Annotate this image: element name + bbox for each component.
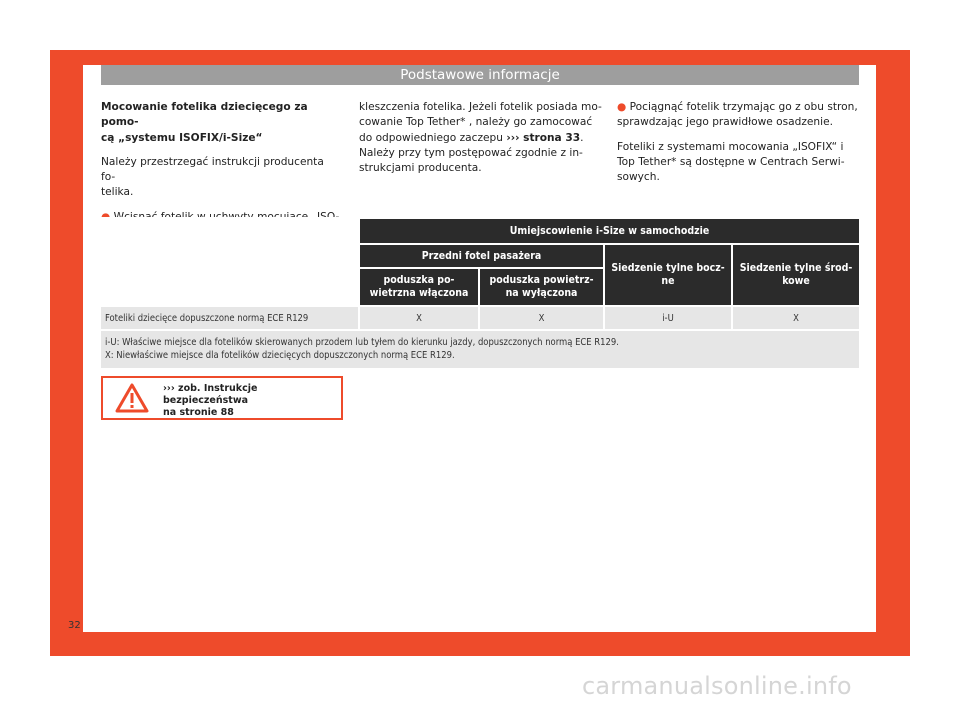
availability-line-1: Foteliki z systemami mocowania „ISOFIX“ i [617,140,844,153]
page-number: 32 [68,620,81,631]
step-2 [617,100,862,131]
intro-line-2: telika. [101,186,134,199]
warning-text [163,383,338,419]
step-2-line-2: sprawdzając jego prawidłowe osadzenie. [617,116,833,129]
row-label: Foteliki dziecięce dopuszczone normą ECE R129 [101,305,358,329]
note-x: X: Niewłaściwe miejsce dla fotelików dziecięcych dopuszczonych normą ECE R129. [105,349,455,361]
continuation-paragraph [359,100,604,176]
col2-line-5: strukcjami producenta. [359,162,482,175]
col2-line-4: Należy przy tym postępować zgodnie z in- [359,146,583,159]
availability-line-2: Top Tether* są dostępne w Centrach Serwi- [617,155,845,168]
intro-line-1: Należy przestrzegać instrukcji producenta fo- [101,155,324,184]
cell-airbag-off: X [478,305,603,329]
column-3 [617,100,862,194]
bullet-icon: ● [617,101,627,113]
col2-line-3-end: . [580,131,584,144]
column-2 [359,100,604,185]
section-heading [101,100,341,146]
page-33-link[interactable]: ››› strona 33 [506,131,581,144]
table-notes-row [101,329,859,368]
col2-line-1: kleszczenia fotelika. Jeżeli fotelik posiada mo- [359,101,602,113]
availability-paragraph [617,140,862,186]
group-header: Umiejscowienie i-Size w samochodzie [358,217,859,243]
col2-line-2: cowanie Top Tether* , należy go zamocować [359,116,593,129]
page-header: Podstawowe informacje [101,65,859,85]
warning-triangle-icon [115,383,149,413]
empty-header-cell [101,217,358,243]
cell-airbag-on: X [358,305,478,329]
table-row [101,305,859,329]
heading-line-1: Mocowanie fotelika dziecięcego za pomo- [101,101,308,129]
rear-center-seat-header: Siedzenie tylne środ-kowe [731,243,859,305]
cell-rear-center: X [731,305,859,329]
empty-header-cell [101,267,358,305]
availability-line-3: sowych. [617,171,660,184]
table-notes [101,329,859,368]
cell-rear-side: i-U [603,305,731,329]
step-2-line-1: Pociągnąć fotelik trzymając go z obu stron, [629,101,858,113]
safety-page-ref: na stronie 88 [163,407,234,418]
col2-line-3: do odpowiedniego zaczepu [359,131,507,144]
isize-position-table [101,217,859,368]
airbag-off-header: poduszka powietrz-na wyłączona [478,267,603,305]
intro-paragraph [101,155,341,201]
empty-header-cell [101,243,358,267]
rear-side-seat-header: Siedzenie tylne bocz-ne [603,243,731,305]
warning-box[interactable] [101,376,343,420]
front-seat-header: Przedni fotel pasażera [358,243,603,267]
safety-instructions-link[interactable]: ››› zob. Instrukcje bezpieczeństwa [163,383,258,406]
airbag-on-header: poduszka po-wietrzna włączona [358,267,478,305]
note-iu: i-U: Właściwe miejsce dla fotelików skierowanych przodem lub tyłem do kierunku jazdy, dopuszczonych normą ECE R129. [105,337,619,348]
heading-line-2: cą „systemu ISOFIX/i-Size“ [101,131,263,144]
watermark: carmanualsonline.info [582,672,852,700]
